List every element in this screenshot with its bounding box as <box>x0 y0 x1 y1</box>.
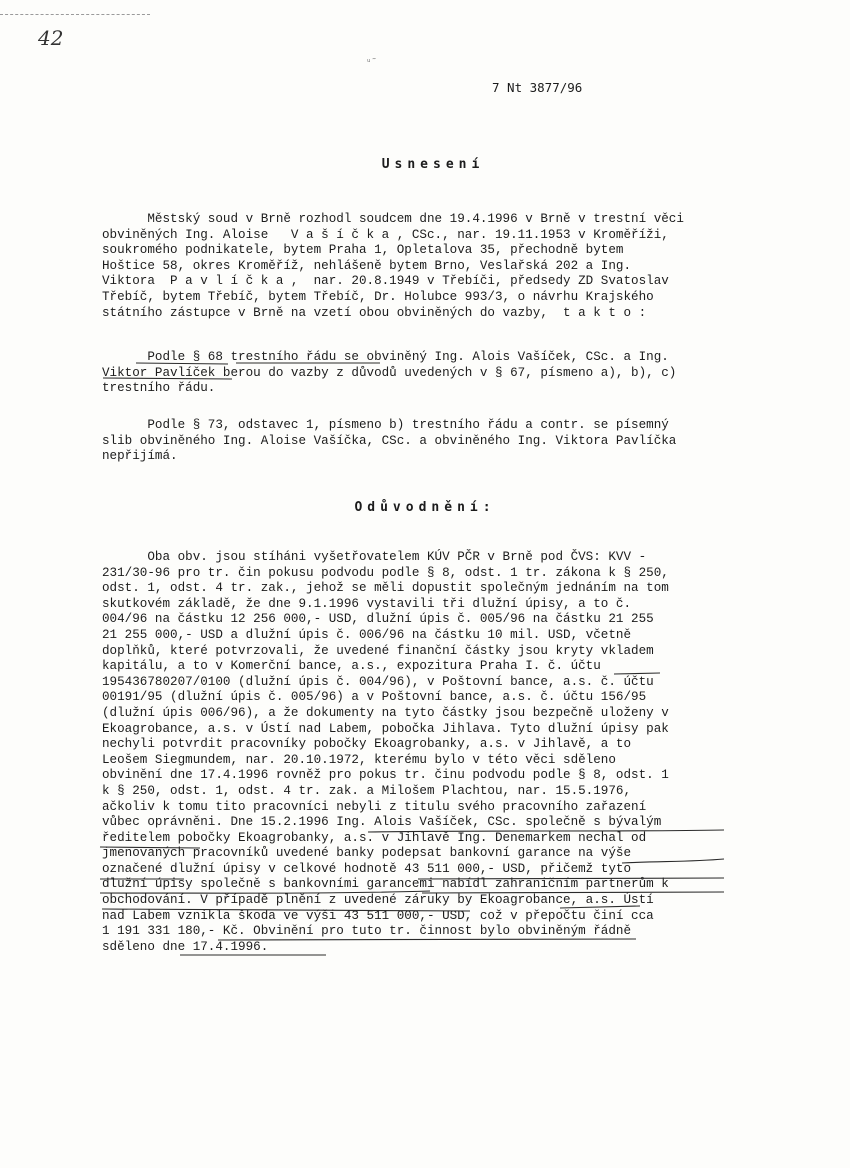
handwritten-page-number: 42 <box>38 26 64 50</box>
reasoning-paragraph: Oba obv. jsou stíháni vyšetřovatelem KÚV PČR v Brně pod ČVS: KVV - 231/30-96 pro tr. čin pokusu podvodu podle § 8, odst. 1 tr. zákona k § 250, odst. 1, odst. 4 tr. zak., jehož se měli dopustit společným jednáním na tom skutkovém základě, že dne 9.1.1996 vystavili tři dlužní úpisy, a to č. 004/96 na částku 12 256 000,- USD, dlužní úpis č. 005/96 na částku 21 255 21 255 000,- USD a dlužní úpis č. 006/96 na částku 10 mil. USD, včetně doplňků, které potvrzovali, že uvedené finanční částky jsou kryty vkladem kapitálu, a to v Komerční bance, a.s., expozitura Praha I. č. účtu 195436780207/0100 (dlužní úpis č. 004/96), v Poštovní bance, a.s. č. účtu 00191/95 (dlužní úpis č. 005/96) a v Poštovní bance, a.s. č. účtu 156/95 (dlužní úpis 006/96), a že dokumenty na tyto částky jsou bezpečně uloženy v Ekoagrobance, a.s. v Ústí nad Labem, pobočka Jihlava. Tyto dlužní úpisy pak nechyli potvrdit pracovníky pobočky Ekoagrobanky, a.s. v Jihlavě, a to Leošem Siegmundem, nar. 20.10.1972, kterému bylo v této věci sděleno obvinění dne 17.4.1996 rovněž pro pokus tr. činu podvodu podle § 8, odst. 1 k § 250, odst. 1, odst. 4 tr. zak. a Milošem Plachtou, nar. 15.5.1976, ačkoliv k tomu tito pracovníci nebyli z titulu svého pracovního zařazení vůbec oprávněni. Dne 15.2.1996 Ing. Alois Vašíček, CSc. společně s bývalým ředitelem pobočky Ekoagrobanky, a.s. v Jihlavě Ing. Denemarkem nechal od jmenovaných pracovníků uvedené banky podepsat bankovní garance na výše označené dlužní úpisy v celkové hodnotě 43 511 000,- USD, přičemž tyto dlužní úpisy společně s bankovními garancemi nabídl zahraničním partnerům k obchodování. V případě plnění z uvedené záruky by Ekoagrobance, a.s. Ústí nad Labem vznikla škoda ve výši 43 511 000,- USD, což v přepočtu činí cca 1 191 331 180,- Kč. Obvinění pro tuto tr. činnost bylo obviněným řádně sděleno dne 17.4.1996. <box>102 550 669 954</box>
case-reference: 7 Nt 3877/96 <box>492 80 583 95</box>
scan-speck: ᵘ̃ <box>366 58 372 68</box>
resolution-heading: Usnesení <box>381 157 485 172</box>
reasoning-heading: Odůvodnění: <box>354 500 496 515</box>
ruling-custody-paragraph: Podle § 68 trestního řádu se obviněný Ing. Alois Vašíček, CSc. a Ing. Viktor Pavlíček berou do vazby z důvodů uvedených v § 67, písmeno a), b), c) trestního řádu. <box>102 350 677 396</box>
ruling-pledge-paragraph: Podle § 73, odstavec 1, písmeno b) trestního řádu a contr. se písemný slib obviněného Ing. Aloise Vašíčka, CSc. a obviněného Ing. Viktora Pavlíčka nepřijímá. <box>102 418 677 464</box>
resolution-intro-paragraph: Městský soud v Brně rozhodl soudcem dne 19.4.1996 v Brně v trestní věci obviněných Ing. Aloise V a š í č k a , CSc., nar. 19.11.1953 v Kroměříži, soukromého podnikatele, bytem Praha 1, Opletalova 35, přechodně bytem Hoštice 58, okres Kroměříž, nehlášeně bytem Brno, Veslařská 202 a Ing. Viktora P a v l í č k a , nar. 20.8.1949 v Třebíči, předsedy ZD Svatoslav Třebíč, bytem Třebíč, bytem Třebíč, Dr. Holubce 993/3, o návrhu Krajského státního zástupce v Brně na vzetí obou obviněných do vazby, t a k t o : <box>102 212 684 320</box>
top-edge-rule <box>0 14 150 16</box>
